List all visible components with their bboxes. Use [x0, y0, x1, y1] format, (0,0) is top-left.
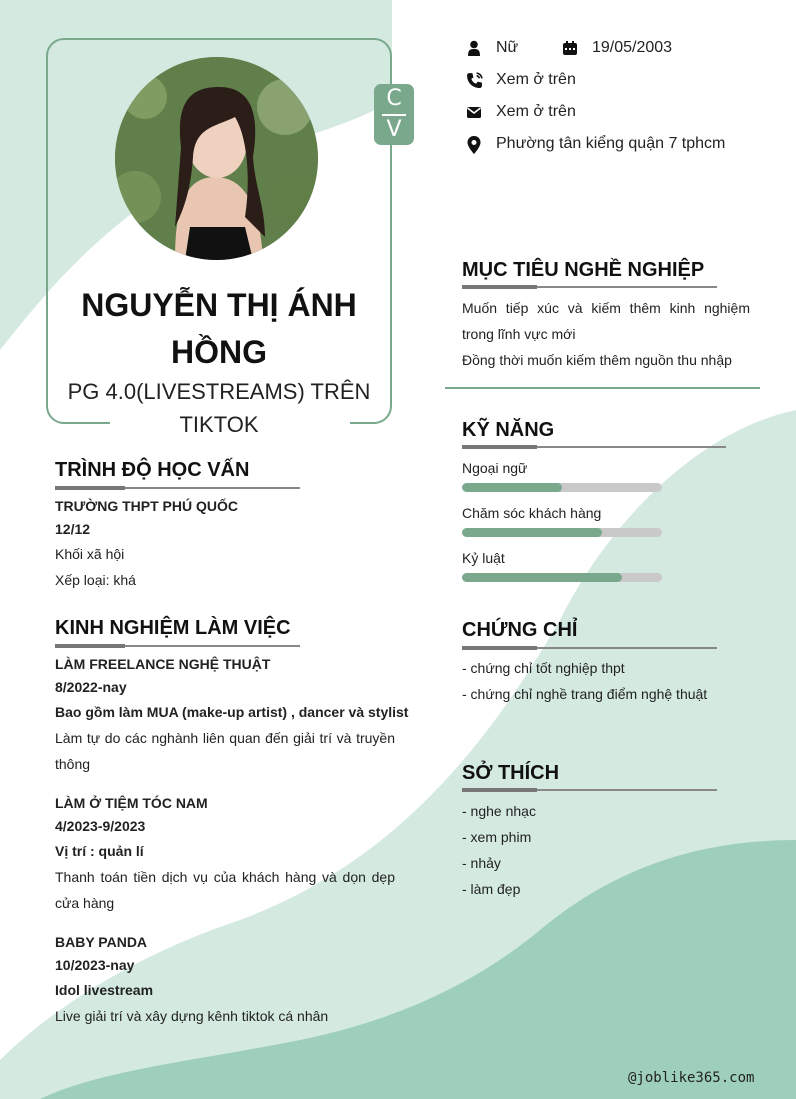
cv-badge-top: C — [386, 86, 402, 111]
user-icon — [466, 40, 482, 56]
birthday-text: 19/05/2003 — [592, 39, 673, 56]
experience-underline — [55, 645, 300, 647]
certificates-title: CHỨNG CHỈ — [462, 619, 578, 641]
section-divider — [445, 387, 760, 389]
experience-1-period: 8/2022-nay — [55, 679, 127, 695]
hobby-item-3: - nhảy — [462, 855, 501, 871]
experience-2-period: 4/2023-9/2023 — [55, 818, 146, 834]
experience-3-description: Live giải trí và xây dựng kênh tiktok cá nhân — [55, 1008, 329, 1024]
objective-underline — [462, 286, 717, 288]
phone-text: Xem ở trên — [496, 71, 576, 88]
profile-name: NGUYỄN THỊ ÁNH HỒNG — [81, 287, 357, 370]
profile-role: PG 4.0(LIVESTREAMS) TRÊN TIKTOK — [67, 379, 371, 437]
certificate-item-1: - chứng chỉ tốt nghiệp thpt — [462, 660, 625, 676]
cv-badge — [374, 84, 414, 145]
certificates-underline — [462, 647, 717, 649]
hobby-item-4: - làm đẹp — [462, 881, 521, 897]
education-major: Khối xã hội — [55, 546, 125, 562]
email-text: Xem ở trên — [496, 103, 576, 120]
education-title: TRÌNH ĐỘ HỌC VẤN — [55, 459, 250, 481]
skill-1-label: Ngoại ngữ — [462, 460, 528, 476]
experience-3-company: BABY PANDA — [55, 934, 148, 950]
hobby-item-2: - xem phim — [462, 829, 532, 845]
address-text: Phường tân kiểng quận 7 tphcm — [496, 135, 726, 152]
education-rank: Xếp loại: khá — [55, 572, 136, 588]
map-pin-icon — [466, 136, 482, 154]
experience-1-company: LÀM FREELANCE NGHỆ THUẬT — [55, 656, 271, 672]
experience-1-position: Bao gồm làm MUA (make-up artist) , dancer và stylist — [55, 704, 409, 720]
footer-watermark: @joblike365.com — [628, 1070, 755, 1086]
avatar — [115, 57, 318, 260]
objective-text-2: Đồng thời muốn kiếm thêm nguồn thu nhập — [462, 352, 732, 368]
hobbies-underline — [462, 789, 717, 791]
cv-badge-divider — [382, 114, 406, 116]
skill-3-label: Kỷ luật — [462, 550, 505, 566]
experience-3-position: Idol livestream — [55, 982, 154, 998]
education-school: TRƯỜNG THPT PHÚ QUỐC — [55, 498, 238, 514]
calendar-icon — [562, 40, 578, 56]
experience-title: KINH NGHIỆM LÀM VIỆC — [55, 617, 291, 639]
phone-icon — [466, 72, 483, 89]
experience-1-description: Làm tự do các nghành liên quan đến giải trí và truyền thông — [55, 730, 395, 772]
certificate-item-2: - chứng chỉ nghề trang điểm nghệ thuật — [462, 686, 708, 702]
objective-text-1: Muốn tiếp xúc và kiếm thêm kinh nghiệm trong lĩnh vực mới — [462, 300, 750, 342]
experience-3-period: 10/2023-nay — [55, 957, 135, 973]
skill-1-bar — [462, 483, 662, 492]
skills-title: KỸ NĂNG — [462, 419, 555, 441]
skills-underline — [462, 446, 726, 448]
experience-2-description: Thanh toán tiền dịch vụ của khách hàng và dọn dẹp cửa hàng — [55, 869, 395, 911]
experience-2-position: Vị trí : quản lí — [55, 843, 144, 859]
objective-title: MỤC TIÊU NGHỀ NGHIỆP — [462, 259, 705, 281]
skill-2-bar — [462, 528, 662, 537]
education-underline — [55, 487, 300, 489]
skill-2-label: Chăm sóc khách hàng — [462, 505, 602, 521]
hobbies-title: SỞ THÍCH — [462, 762, 560, 784]
education-grade: 12/12 — [55, 521, 91, 537]
hobby-item-1: - nghe nhạc — [462, 803, 536, 819]
skill-3-bar — [462, 573, 662, 582]
envelope-icon — [466, 104, 482, 120]
experience-2-company: LÀM Ở TIỆM TÓC NAM — [55, 795, 208, 811]
cv-badge-bottom: V — [386, 117, 402, 142]
gender-text: Nữ — [496, 39, 519, 56]
